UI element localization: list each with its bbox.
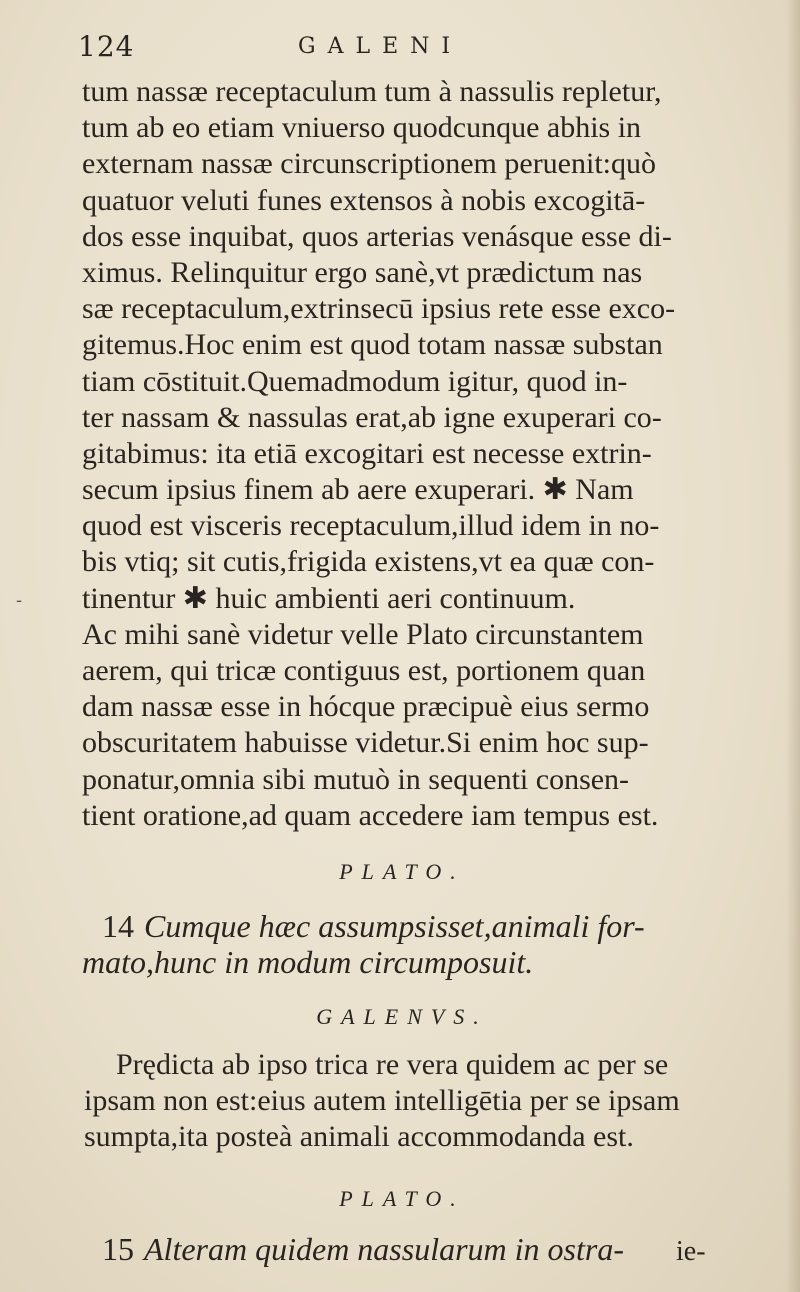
paragraph-1 [82, 74, 722, 834]
section-15-line [82, 1227, 722, 1268]
text-line: ponatur,omnia sibi mutuò in sequenti consen- [82, 762, 630, 796]
speaker-heading-galenus: GALENVS. [316, 1003, 488, 1029]
text-line: tiam cōstituit.Quemadmodum igitur, quod in- [82, 364, 628, 398]
section-text: Alteram quidem nassularum in ostra- [144, 1231, 624, 1268]
text-line: tinentur ✱ huic ambienti aeri continuum. [82, 581, 576, 615]
speaker-heading-plato-2: PLATO. [339, 1186, 465, 1212]
section-14-line: mato,hunc in modum circumposuit. [82, 944, 534, 981]
text-line: ter nassam & nassulas erat,ab igne exuperari co- [82, 400, 662, 434]
section-text: Cumque hæc assumpsisset,animali for- [144, 908, 645, 945]
catchword: ie- [676, 1236, 706, 1267]
text-line: ipsam non est:eius autem intelligētia per se ipsam [84, 1083, 680, 1117]
page-gutter-shadow [786, 0, 800, 1292]
text-line: gitemus.Hoc enim est quod totam nassæ substan [82, 328, 663, 362]
text-line: sæ receptaculum,extrinsecū ipsius rete esse exco- [82, 292, 676, 326]
text-line: tum ab eo etiam vniuerso quodcunque abhis in [82, 111, 642, 145]
text-line: tum nassæ receptaculum tum à nassulis repletur, [82, 75, 662, 108]
running-head: GALENI [298, 34, 463, 59]
text-line: dos esse inquibat, quos arterias venásque esse di- [82, 219, 672, 253]
text-line: secum ipsius finem ab aere exuperari. ✱ Nam [82, 473, 634, 507]
speaker-heading-plato: PLATO. [339, 858, 465, 884]
section-number: 14 [102, 908, 134, 945]
text-line: ximus. Relinquitur ergo sanè,vt prædictum nas [82, 255, 643, 289]
section-14-line [82, 904, 722, 945]
page-header [78, 30, 718, 70]
page-number: 124 [78, 30, 135, 63]
text-line: quod est visceris receptaculum,illud idem in no- [82, 509, 660, 543]
margin-mark: - [16, 590, 23, 611]
section-number: 15 [102, 1231, 134, 1268]
text-line: obscuritatem habuisse videtur.Si enim hoc sup- [82, 726, 649, 760]
text-line: tient oratione,ad quam accedere iam tempus est. [82, 798, 659, 832]
page-body [82, 74, 722, 1268]
paragraph-2 [82, 1047, 722, 1156]
section-14 [82, 904, 722, 981]
text-line: aerem, qui tricæ contiguus est, portionem quan [82, 654, 646, 687]
text-line: Ac mihi sanè videtur velle Plato circunstantem [82, 617, 644, 651]
section-15 [82, 1227, 722, 1268]
text-line: Prędicta ab ipso trica re vera quidem ac per se [116, 1047, 669, 1081]
text-line: bis vtiq; sit cutis,frigida existens,vt ea quæ con- [82, 545, 655, 579]
text-line: gitabimus: ita etiā excogitari est necesse extrin- [82, 436, 652, 470]
text-line: dam nassæ esse in hócque præcipuè eius sermo [82, 690, 650, 724]
text-line: sumpta,ita posteà animali accommodanda est. [84, 1120, 634, 1154]
text-line: externam nassæ circunscriptionem peruenit:quò [82, 147, 656, 181]
text-line: quatuor veluti funes extensos à nobis excogitā- [82, 183, 646, 217]
